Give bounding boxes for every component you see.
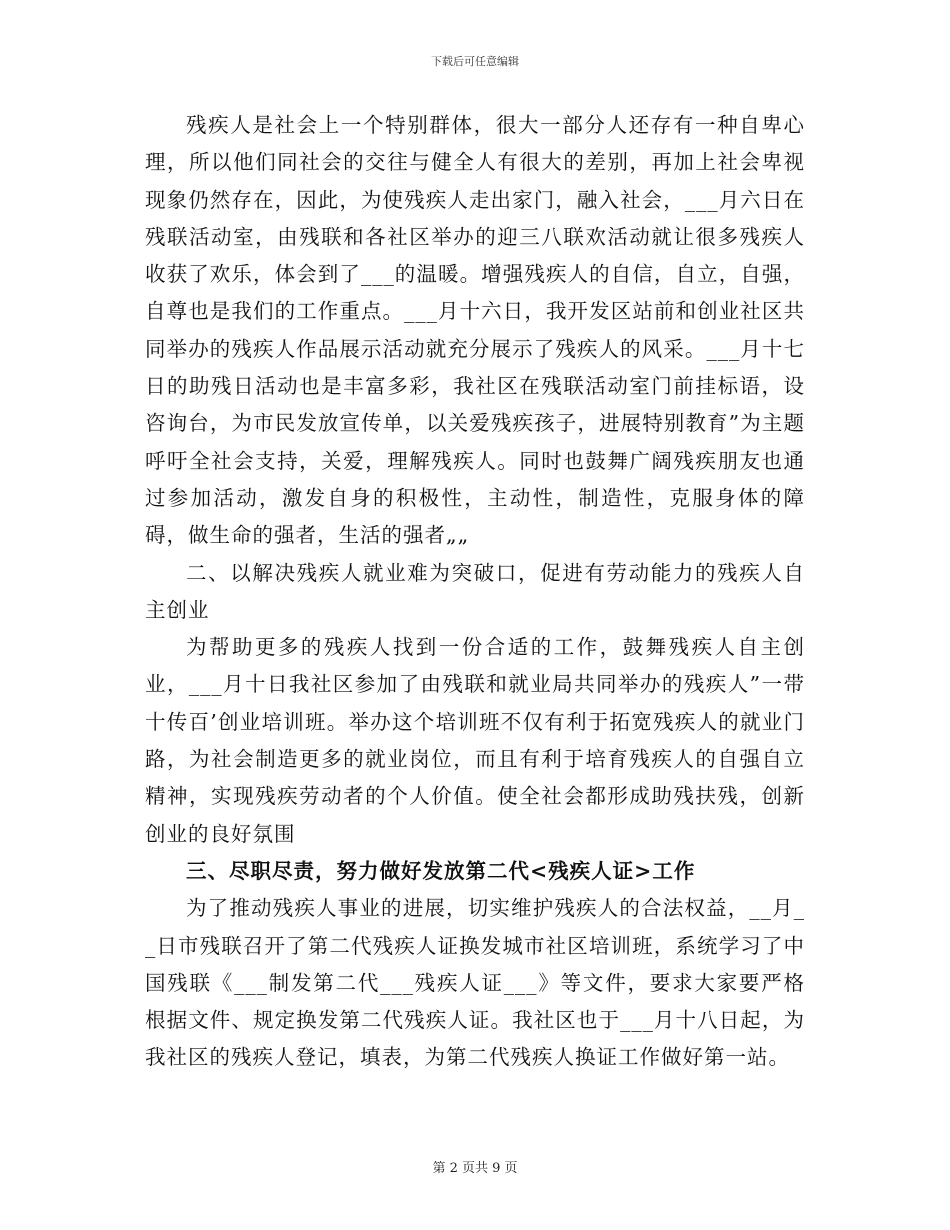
paragraph-employment-training: 为帮助更多的残疾人找到一份合适的工作，鼓舞残疾人自主创业，___月十日我社区参加了由残联和就业局共同举办的残疾人”一带十传百’创业培训班。举办这个培训班不仅有利于拓宽残疾人的就业门路，为社会制造更多的就业岗位，而且有利于培育残疾人的自强自立精神，实现残疾劳动者的个人价值。使全社会都形成助残扶残，创新创业的良好氛围 xyxy=(145,635,805,846)
paragraph-community-activities: 残疾人是社会上一个特别群体，很大一部分人还存有一种自卑心理，所以他们同社会的交往与健全人有很大的差别，再加上社会卑视现象仍然存在，因此，为使残疾人走出家门，融入社会，___月六日在残联活动室，由残联和各社区举办的迎三八联欢活动就让很多残疾人收获了欢乐，体会到了___的温暖。增强残疾人的自信，自立，自强，自尊也是我们的工作重点。___月十六日，我开发区站前和创业社区共同举办的残疾人作品展示活动就充分展示了残疾人的风采。___月十七日的助残日活动也是丰富多彩，我社区在残联活动室门前挂标语，设咨询台，为市民发放宣传单，以关爱残疾孩子，进展特别教育”为主题呼吁全社会支持，关爱，理解残疾人。同时也鼓舞广阔残疾朋友也通过参加活动，激发自身的积极性，主动性，制造性，克服身体的障碍，做生命的强者，生活的强者„„ xyxy=(145,113,805,548)
page-footer: 第 2 页共 9 页 xyxy=(432,1161,518,1176)
section-heading-disability-certificate: 三、尽职尽责，努力做好发放第二代<残疾人证>工作 xyxy=(186,858,696,883)
paragraph-certificate-renewal: 为了推动残疾人事业的进展，切实维护残疾人的合法权益，__月__日市残联召开了第二代残疾人证换发城市社区培训班，系统学习了中国残联《___制发第二代___残疾人证___》等文件，要求大家要严格根据文件、规定换发第二代残疾人证。我社区也于___月十八日起，为我社区的残疾人登记，填表，为第二代残疾人换证工作做好第一站。 xyxy=(145,896,805,1070)
page-header: 下载后可任意编辑 xyxy=(431,55,519,68)
document-body xyxy=(145,107,805,1077)
section-heading-employment: 二、以解决残疾人就业难为突破口，促进有劳动能力的残疾人自主创业 xyxy=(145,560,805,622)
